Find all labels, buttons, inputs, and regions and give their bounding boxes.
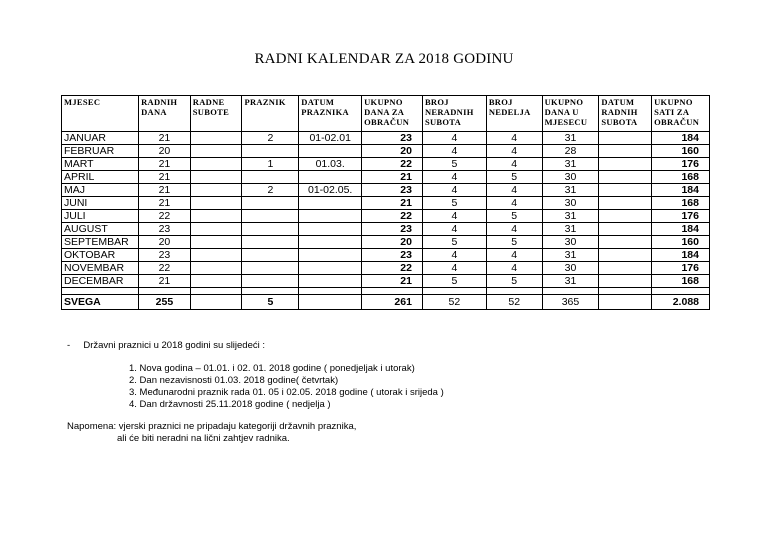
table-cell <box>242 145 299 158</box>
table-cell: 5 <box>422 158 486 171</box>
table-row <box>62 223 710 236</box>
table-cell: 23 <box>362 184 423 197</box>
table-row <box>62 145 710 158</box>
table-cell: 21 <box>139 197 191 210</box>
table-cell: 01.03. <box>299 158 362 171</box>
table-cell <box>242 249 299 262</box>
holiday-item: 3. Međunarodni praznik rada 01. 05 i 02.05. 2018 godine ( utorak i srijeda ) <box>129 387 444 398</box>
column-header: DATUM RADNIH SUBOTA <box>599 96 652 132</box>
table-cell: 184 <box>652 132 710 145</box>
table-cell: 23 <box>139 249 191 262</box>
spacer-cell <box>542 288 599 295</box>
table-cell: 4 <box>486 249 542 262</box>
table-cell <box>190 184 242 197</box>
table-cell <box>242 223 299 236</box>
table-cell: 4 <box>422 145 486 158</box>
table-cell <box>299 236 362 249</box>
table-cell: 184 <box>652 184 710 197</box>
table-cell: 4 <box>422 132 486 145</box>
table-cell <box>599 197 652 210</box>
table-cell <box>190 171 242 184</box>
table-row <box>62 184 710 197</box>
table-cell: 160 <box>652 236 710 249</box>
table-cell <box>242 262 299 275</box>
table-cell <box>190 158 242 171</box>
table-cell <box>299 223 362 236</box>
table-cell: 23 <box>139 223 191 236</box>
table-cell <box>190 236 242 249</box>
table-cell: 5 <box>486 275 542 288</box>
spacer-cell <box>62 288 139 295</box>
table-cell <box>599 184 652 197</box>
table-cell <box>599 249 652 262</box>
table-cell: 31 <box>542 275 599 288</box>
total-cell: 365 <box>542 295 599 310</box>
table-cell <box>190 145 242 158</box>
table-header-row <box>62 96 710 132</box>
table-cell: 22 <box>362 262 423 275</box>
column-header: BROJ NERADNIH SUBOTA <box>422 96 486 132</box>
table-cell <box>190 262 242 275</box>
table-row <box>62 275 710 288</box>
table-cell: 184 <box>652 249 710 262</box>
table-row <box>62 158 710 171</box>
holiday-item: 2. Dan nezavisnosti 01.03. 2018 godine( četvrtak) <box>129 375 339 386</box>
table-cell: 4 <box>422 249 486 262</box>
table-cell: 4 <box>422 223 486 236</box>
total-cell <box>299 295 362 310</box>
spacer-row <box>62 288 710 295</box>
total-cell <box>190 295 242 310</box>
spacer-cell <box>139 288 191 295</box>
column-header: RADNE SUBOTE <box>190 96 242 132</box>
table-cell: 21 <box>362 171 423 184</box>
table-cell: 22 <box>139 262 191 275</box>
table-cell <box>190 223 242 236</box>
table-cell: 184 <box>652 223 710 236</box>
table-cell: 22 <box>139 210 191 223</box>
table-body <box>62 132 710 310</box>
column-header: UKUPNO DANA U MJESECU <box>542 96 599 132</box>
holiday-list <box>129 363 444 411</box>
table-cell: 20 <box>139 145 191 158</box>
table-cell: 31 <box>542 210 599 223</box>
calendar-table <box>61 95 710 310</box>
table-cell <box>190 210 242 223</box>
table-cell <box>190 249 242 262</box>
table-cell: 4 <box>422 210 486 223</box>
total-cell: 261 <box>362 295 423 310</box>
table-cell <box>190 197 242 210</box>
table-cell: JULI <box>62 210 139 223</box>
table-cell <box>299 197 362 210</box>
table-cell: 5 <box>422 275 486 288</box>
table-cell: 4 <box>486 223 542 236</box>
table-cell <box>242 210 299 223</box>
table-cell: 5 <box>486 210 542 223</box>
total-cell: 2.088 <box>652 295 710 310</box>
table-cell: 31 <box>542 132 599 145</box>
spacer-cell <box>599 288 652 295</box>
table-cell <box>299 275 362 288</box>
table-cell <box>299 210 362 223</box>
table-cell: 4 <box>422 184 486 197</box>
table-cell: 31 <box>542 223 599 236</box>
table-cell <box>242 197 299 210</box>
table-cell: 21 <box>139 171 191 184</box>
table-cell: 31 <box>542 184 599 197</box>
table-cell: 168 <box>652 171 710 184</box>
spacer-cell <box>362 288 423 295</box>
table-cell: DECEMBAR <box>62 275 139 288</box>
table-cell <box>599 132 652 145</box>
column-header: PRAZNIK <box>242 96 299 132</box>
table-cell: 21 <box>139 275 191 288</box>
table-cell: 30 <box>542 171 599 184</box>
total-cell: 52 <box>422 295 486 310</box>
table-cell: 176 <box>652 262 710 275</box>
table-cell: 176 <box>652 158 710 171</box>
table-cell: NOVEMBAR <box>62 262 139 275</box>
table-cell: 01-02.05. <box>299 184 362 197</box>
table-cell: 5 <box>486 236 542 249</box>
napomena-line: ali će biti neradni na lični zahtjev radnika. <box>117 433 290 444</box>
table-cell: 21 <box>362 197 423 210</box>
table-cell <box>190 275 242 288</box>
spacer-cell <box>299 288 362 295</box>
total-cell <box>599 295 652 310</box>
total-row <box>62 295 710 310</box>
table-cell <box>299 145 362 158</box>
table-cell: 21 <box>139 132 191 145</box>
spacer-cell <box>190 288 242 295</box>
document-title: RADNI KALENDAR ZA 2018 GODINU <box>254 51 514 67</box>
column-header: UKUPNO SATI ZA OBRAČUN <box>652 96 710 132</box>
table-row <box>62 197 710 210</box>
table-cell: 20 <box>362 236 423 249</box>
table-cell: 31 <box>542 158 599 171</box>
spacer-cell <box>242 288 299 295</box>
table-cell: FEBRUAR <box>62 145 139 158</box>
column-header: DATUM PRAZNIKA <box>299 96 362 132</box>
table-cell: MART <box>62 158 139 171</box>
table-cell <box>599 275 652 288</box>
table-cell: 21 <box>139 158 191 171</box>
table-cell <box>599 223 652 236</box>
table-cell <box>599 236 652 249</box>
table-cell: MAJ <box>62 184 139 197</box>
total-cell: 52 <box>486 295 542 310</box>
table-cell: SEPTEMBAR <box>62 236 139 249</box>
table-row <box>62 262 710 275</box>
table-cell: 176 <box>652 210 710 223</box>
table-cell: 5 <box>422 197 486 210</box>
table-cell: 30 <box>542 262 599 275</box>
spacer-cell <box>422 288 486 295</box>
table-cell: JUNI <box>62 197 139 210</box>
table-cell <box>242 171 299 184</box>
total-cell: 255 <box>139 295 191 310</box>
total-cell: 5 <box>242 295 299 310</box>
table-cell: OKTOBAR <box>62 249 139 262</box>
table-row <box>62 249 710 262</box>
table-cell: 23 <box>362 223 423 236</box>
table-cell: 01-02.01 <box>299 132 362 145</box>
table-cell: 160 <box>652 145 710 158</box>
spacer-cell <box>486 288 542 295</box>
table-cell: 23 <box>362 249 423 262</box>
table-cell: 2 <box>242 132 299 145</box>
table-cell: 23 <box>362 132 423 145</box>
table-cell: 28 <box>542 145 599 158</box>
table-cell: 4 <box>486 184 542 197</box>
table-cell: AUGUST <box>62 223 139 236</box>
holiday-item: 1. Nova godina – 01.01. i 02. 01. 2018 godine ( ponedjeljak i utorak) <box>129 363 415 374</box>
table-row <box>62 236 710 249</box>
total-cell: SVEGA <box>62 295 139 310</box>
table-cell: APRIL <box>62 171 139 184</box>
table-cell: 4 <box>486 158 542 171</box>
table-cell: 21 <box>139 184 191 197</box>
holiday-item: 4. Dan državnosti 25.11.2018 godine ( nedjelja ) <box>129 399 331 410</box>
table-cell: 168 <box>652 275 710 288</box>
table-cell <box>299 249 362 262</box>
table-cell <box>599 145 652 158</box>
table-cell: 2 <box>242 184 299 197</box>
table-cell: 4 <box>486 145 542 158</box>
table-cell: 4 <box>486 197 542 210</box>
table-cell: 5 <box>422 236 486 249</box>
table-cell: 4 <box>486 262 542 275</box>
column-header: BROJ NEDELJA <box>486 96 542 132</box>
table-cell <box>599 171 652 184</box>
table-cell: 168 <box>652 197 710 210</box>
table-cell: 5 <box>486 171 542 184</box>
column-header: MJESEC <box>62 96 139 132</box>
table-cell: 30 <box>542 236 599 249</box>
table-cell: 20 <box>362 145 423 158</box>
napomena-note <box>67 421 356 445</box>
table-cell: 21 <box>362 275 423 288</box>
table-cell <box>299 262 362 275</box>
table-row <box>62 171 710 184</box>
spacer-cell <box>652 288 710 295</box>
table-cell: 22 <box>362 158 423 171</box>
table-cell <box>242 236 299 249</box>
table-cell <box>299 171 362 184</box>
napomena-line: Napomena: vjerski praznici ne pripadaju kategoriji državnih praznika, <box>67 421 357 432</box>
table-cell <box>242 275 299 288</box>
column-header: RADNIH DANA <box>139 96 191 132</box>
column-header: UKUPNO DANA ZA OBRAČUN <box>362 96 423 132</box>
table-cell: 30 <box>542 197 599 210</box>
table-cell: 22 <box>362 210 423 223</box>
table-row <box>62 132 710 145</box>
table-cell: 1 <box>242 158 299 171</box>
table-cell: JANUAR <box>62 132 139 145</box>
table-cell <box>599 262 652 275</box>
table-cell: 4 <box>422 171 486 184</box>
table-cell <box>599 210 652 223</box>
holidays-intro: - Državni praznici u 2018 godini su slijedeći : <box>67 340 266 351</box>
table-cell: 4 <box>422 262 486 275</box>
table-cell: 4 <box>486 132 542 145</box>
table-cell <box>190 132 242 145</box>
table-row <box>62 210 710 223</box>
table-cell: 20 <box>139 236 191 249</box>
table-cell <box>599 158 652 171</box>
table-cell: 31 <box>542 249 599 262</box>
